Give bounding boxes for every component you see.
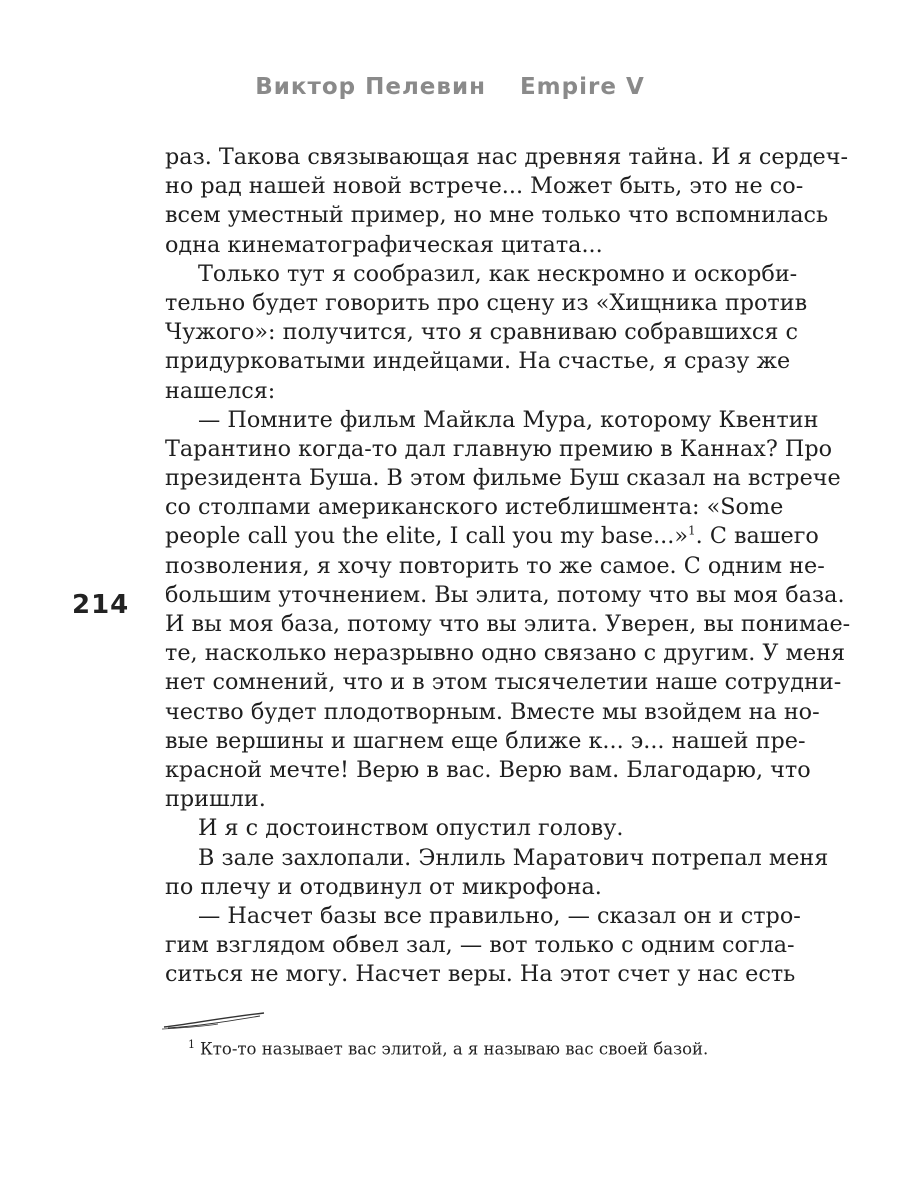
text-line-continuation: . С вашего (695, 523, 819, 550)
text-line (165, 493, 784, 522)
text-line (165, 727, 806, 756)
footnote-reference: 1 (688, 524, 696, 539)
text-line (165, 902, 801, 931)
page-number: 214 (72, 590, 130, 620)
text-line-content: пришли. (165, 786, 266, 813)
text-line-content: но рад нашей новой встрече... Может быть, это не со- (165, 173, 804, 200)
text-line (165, 289, 808, 318)
text-line (165, 143, 849, 172)
text-line-content: — Насчет базы все правильно, — сказал он и стро- (198, 902, 801, 929)
text-line (165, 522, 819, 551)
text-line-content: чество будет плодотворным. Вместе мы взойдем на но- (165, 698, 820, 725)
text-line (165, 464, 841, 493)
text-line-content: те, насколько неразрывно одно связано с другим. У меня (165, 640, 846, 667)
header-author: Виктор Пелевин (255, 74, 486, 100)
text-line-content: одна кинематографическая цитата... (165, 231, 603, 258)
text-line (165, 318, 799, 347)
text-line-content: большим уточнением. Вы элита, потому что вы моя база. (165, 581, 845, 608)
text-line-content: позволения, я хочу повторить то же самое. С одним не- (165, 552, 825, 579)
text-line-content: по плечу и отодвинул от микрофона. (165, 873, 602, 900)
text-line (165, 639, 846, 668)
header-title: Empire V (519, 74, 645, 100)
text-line (165, 347, 791, 376)
text-line-content: со столпами американского истеблишмента: «Some (165, 494, 784, 521)
text-line-content: нашелся: (165, 377, 276, 404)
text-line (165, 668, 842, 697)
text-line-content: гим взглядом обвел зал, — вот только с одним согла- (165, 932, 795, 959)
text-line (165, 785, 752, 814)
text-line-content: тельно будет говорить про сцену из «Хищника против (165, 289, 808, 316)
text-line-content: Чужого»: получится, что я сравниваю собравшихся с (165, 319, 799, 346)
text-line (165, 406, 819, 435)
text-line (165, 844, 829, 873)
text-line (165, 201, 829, 230)
text-line (165, 873, 752, 902)
text-line-content: Только тут я сообразил, как нескромно и оскорби- (198, 260, 798, 287)
text-line (165, 610, 851, 639)
text-line (165, 698, 820, 727)
text-line (165, 377, 752, 406)
body-text (165, 143, 851, 989)
text-line-content: нет сомнений, что и в этом тысячелетии наше сотрудни- (165, 669, 842, 696)
text-line-content: всем уместный пример, но мне только что вспомнилась (165, 202, 829, 229)
text-line-content: президента Буша. В этом фильме Буш сказал на встрече (165, 465, 841, 492)
footnote-separator-swash (160, 1010, 270, 1032)
text-line (165, 231, 752, 260)
text-line (165, 931, 795, 960)
text-line-content: придурковатыми индейцами. На счастье, я сразу же (165, 348, 791, 375)
text-line (165, 756, 811, 785)
text-line-content: И вы моя база, потому что вы элита. Уверен, вы понимае- (165, 611, 851, 637)
text-line-content: Тарантино когда-то дал главную премию в Каннах? Про (165, 435, 833, 462)
footnote-text: Кто-то называет вас элитой, а я называю вас своей базой. (200, 1039, 709, 1059)
text-line-content: раз. Такова связывающая нас древняя тайна. И я сердеч- (165, 144, 849, 170)
text-line-content: — Помните фильм Майкла Мура, которому Квентин (198, 406, 819, 433)
footnote-marker: 1 (188, 1038, 195, 1051)
text-line-content: ситься не могу. Насчет веры. На этот счет у нас есть (165, 961, 796, 988)
running-header (0, 74, 900, 100)
text-line-content: И я с достоинством опустил голову. (198, 815, 624, 842)
text-line (165, 172, 804, 201)
text-line-content: вые вершины и шагнем еще ближе к... э... нашей пре- (165, 727, 806, 754)
text-line (165, 960, 796, 989)
text-line (165, 814, 752, 843)
text-line (165, 260, 798, 289)
text-line-content: В зале захлопали. Энлиль Маратович потрепал меня (198, 844, 829, 871)
text-line-content: people call you the elite, I call you my base...» (165, 523, 688, 550)
text-line-content: красной мечте! Верю в вас. Верю вам. Благодарю, что (165, 756, 811, 783)
text-line (165, 581, 845, 610)
text-line (165, 435, 833, 464)
footnote (188, 1034, 708, 1061)
text-line (165, 552, 825, 581)
